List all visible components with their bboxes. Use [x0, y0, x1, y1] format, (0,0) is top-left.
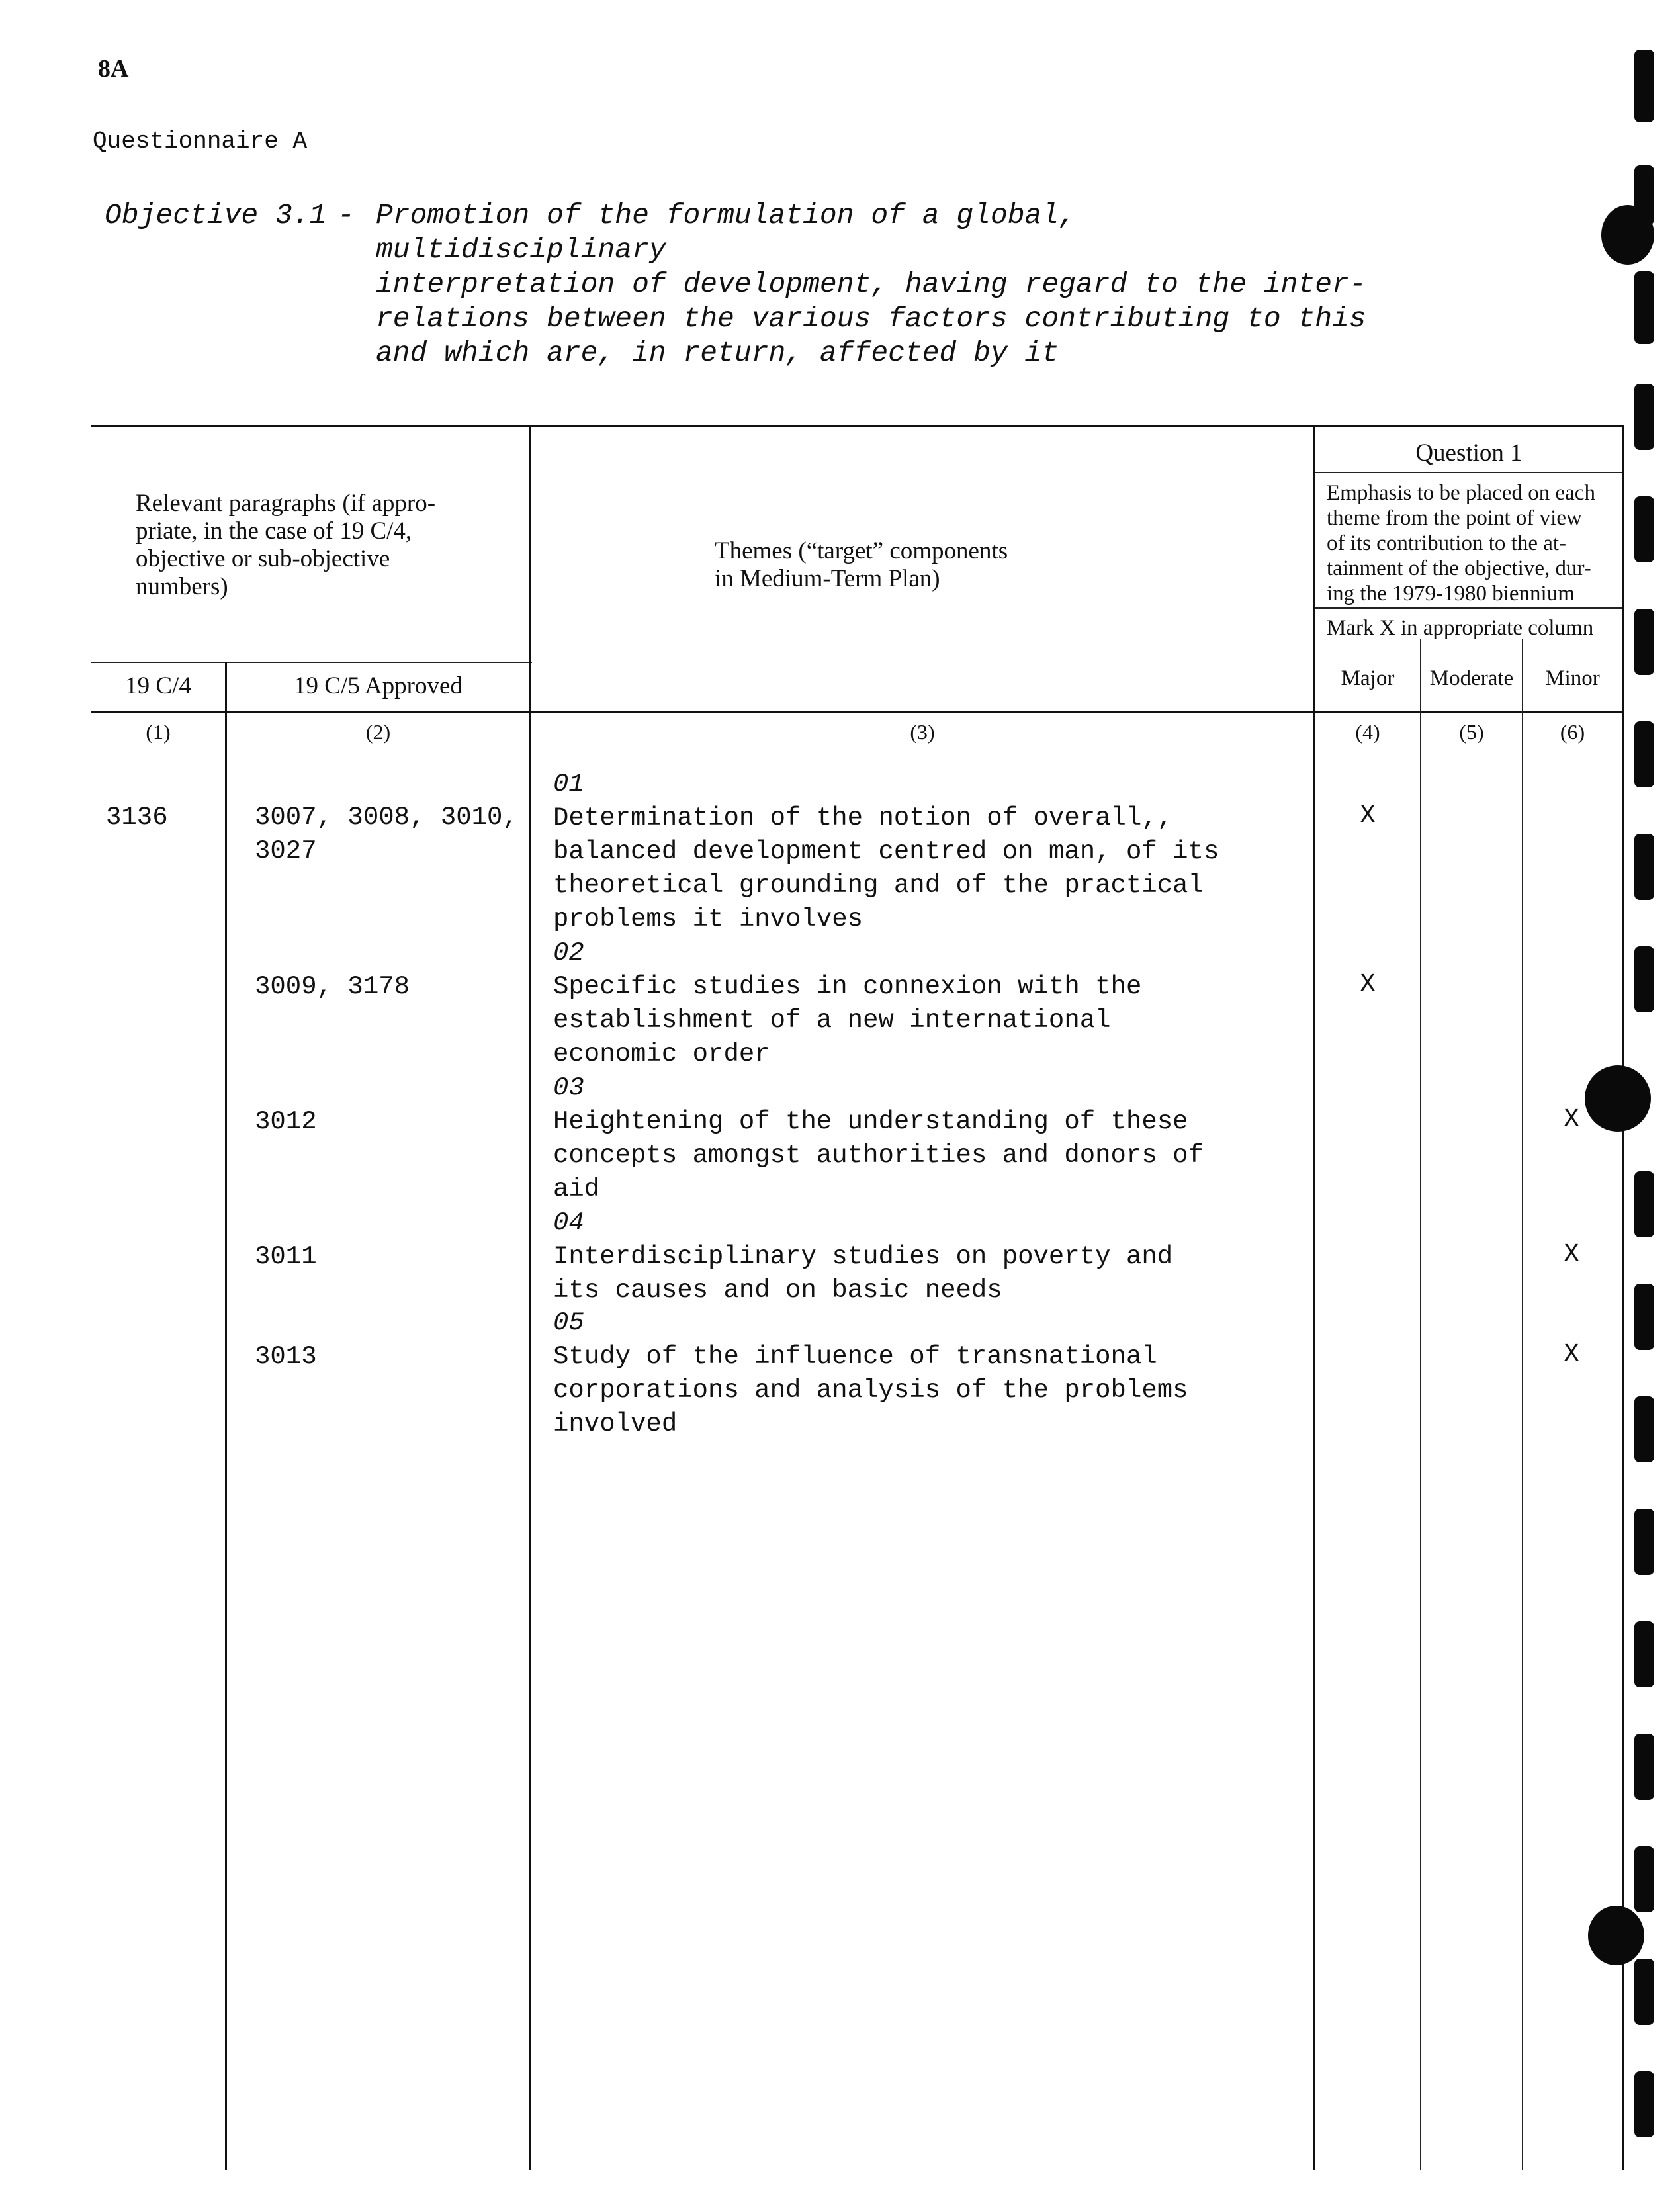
binding-mark	[1634, 1509, 1654, 1575]
minor-mark: X	[1564, 1240, 1579, 1269]
theme-text: Heightening of the understanding of these concepts amongst authorities and donors of aid	[553, 1107, 1204, 1204]
minor-heading: Minor	[1545, 666, 1600, 690]
major-heading: Major	[1341, 666, 1395, 690]
question-instruction: Emphasis to be placed on each theme from the point of view of its contribution to the at- tainment of the objective, dur- ing the 1979-1980 biennium	[1327, 481, 1595, 605]
objective-label: Objective 3.1	[105, 199, 327, 232]
theme-number: 05	[553, 1308, 584, 1337]
themes-heading: Themes (“target” components in Medium-Term Plan)	[715, 537, 1008, 592]
objective-text: Promotion of the formulation of a global, multidisciplinary interpretation of development, having regard to the inter- relations between the various factors contributing to this and which are, in return, affected by it	[376, 199, 1366, 369]
mark-instruction: Mark X in appropriate column	[1327, 616, 1594, 640]
table-top-border	[91, 425, 1622, 427]
binding-mark	[1634, 496, 1654, 562]
binding-hole	[1585, 1065, 1651, 1132]
row-c5-refs: 3012	[255, 1107, 317, 1136]
objective-dash: -	[337, 199, 355, 232]
row-c5-refs: 3009, 3178	[255, 972, 410, 1001]
table-header-bottom-border	[91, 711, 1622, 713]
theme-number: 01	[553, 770, 584, 799]
column-number-2: (2)	[365, 720, 391, 744]
binding-mark	[1634, 609, 1654, 675]
row-c5-refs: 3007, 3008, 3010, 3027	[255, 803, 518, 866]
col4-col5-divider	[1420, 639, 1421, 2170]
relevant-paragraphs-heading: Relevant paragraphs (if appro- priate, in the case of 19 C/4, objective or sub-objective numbers)	[136, 490, 436, 600]
binding-hole	[1588, 1906, 1644, 1965]
major-mark: X	[1360, 970, 1376, 999]
binding-mark	[1634, 1734, 1654, 1800]
column-number-6: (6)	[1560, 720, 1585, 744]
binding-mark	[1634, 1846, 1654, 1912]
questionnaire-title: Questionnaire A	[93, 128, 308, 155]
row-c5-refs: 3011	[255, 1242, 317, 1271]
binding-mark	[1634, 50, 1654, 122]
binding-mark	[1634, 946, 1654, 1012]
binding-mark	[1634, 1959, 1654, 2025]
binding-mark	[1634, 1284, 1654, 1350]
col5-col6-divider	[1522, 639, 1523, 2170]
theme-number: 02	[553, 938, 584, 967]
col2-heading: 19 C/5 Approved	[294, 672, 463, 699]
minor-mark: X	[1564, 1340, 1579, 1368]
column-number-3: (3)	[910, 720, 935, 744]
relevant-paragraphs-divider	[91, 662, 532, 663]
binding-mark	[1634, 1171, 1654, 1237]
question-heading: Question 1	[1415, 439, 1523, 467]
row-c5-refs: 3013	[255, 1342, 317, 1371]
binding-mark	[1634, 2071, 1654, 2137]
binding-mark	[1634, 721, 1654, 787]
theme-number: 03	[553, 1073, 584, 1102]
binding-hole	[1601, 205, 1654, 265]
binding-mark	[1634, 834, 1654, 900]
theme-text: Specific studies in connexion with the establishment of a new international economic order	[553, 972, 1142, 1069]
theme-text: Study of the influence of transnational corporations and analysis of the problems involved	[553, 1342, 1188, 1439]
column-number-4: (4)	[1355, 720, 1380, 744]
page-number: 8A	[98, 55, 129, 83]
col1-heading: 19 C/4	[125, 672, 191, 699]
binding-mark	[1634, 271, 1654, 344]
theme-text: Determination of the notion of overall,, balanced development centred on man, of its theoretical grounding and of the practical problems it involves	[553, 803, 1219, 934]
binding-mark	[1634, 1396, 1654, 1462]
theme-text: Interdisciplinary studies on poverty and its causes and on basic needs	[553, 1242, 1173, 1305]
question-title-divider	[1315, 472, 1622, 473]
theme-number: 04	[553, 1208, 584, 1237]
row-c4-ref: 3136	[106, 803, 168, 832]
column-number-5: (5)	[1459, 720, 1484, 744]
question-text-divider	[1315, 607, 1622, 609]
minor-mark: X	[1564, 1105, 1579, 1134]
binding-mark	[1634, 384, 1654, 450]
major-mark: X	[1360, 801, 1376, 830]
col2-col3-divider	[529, 425, 531, 2170]
column-number-1: (1)	[146, 720, 171, 744]
binding-mark	[1634, 1621, 1654, 1687]
moderate-heading: Moderate	[1429, 666, 1514, 690]
col1-col2-divider	[225, 662, 227, 2170]
